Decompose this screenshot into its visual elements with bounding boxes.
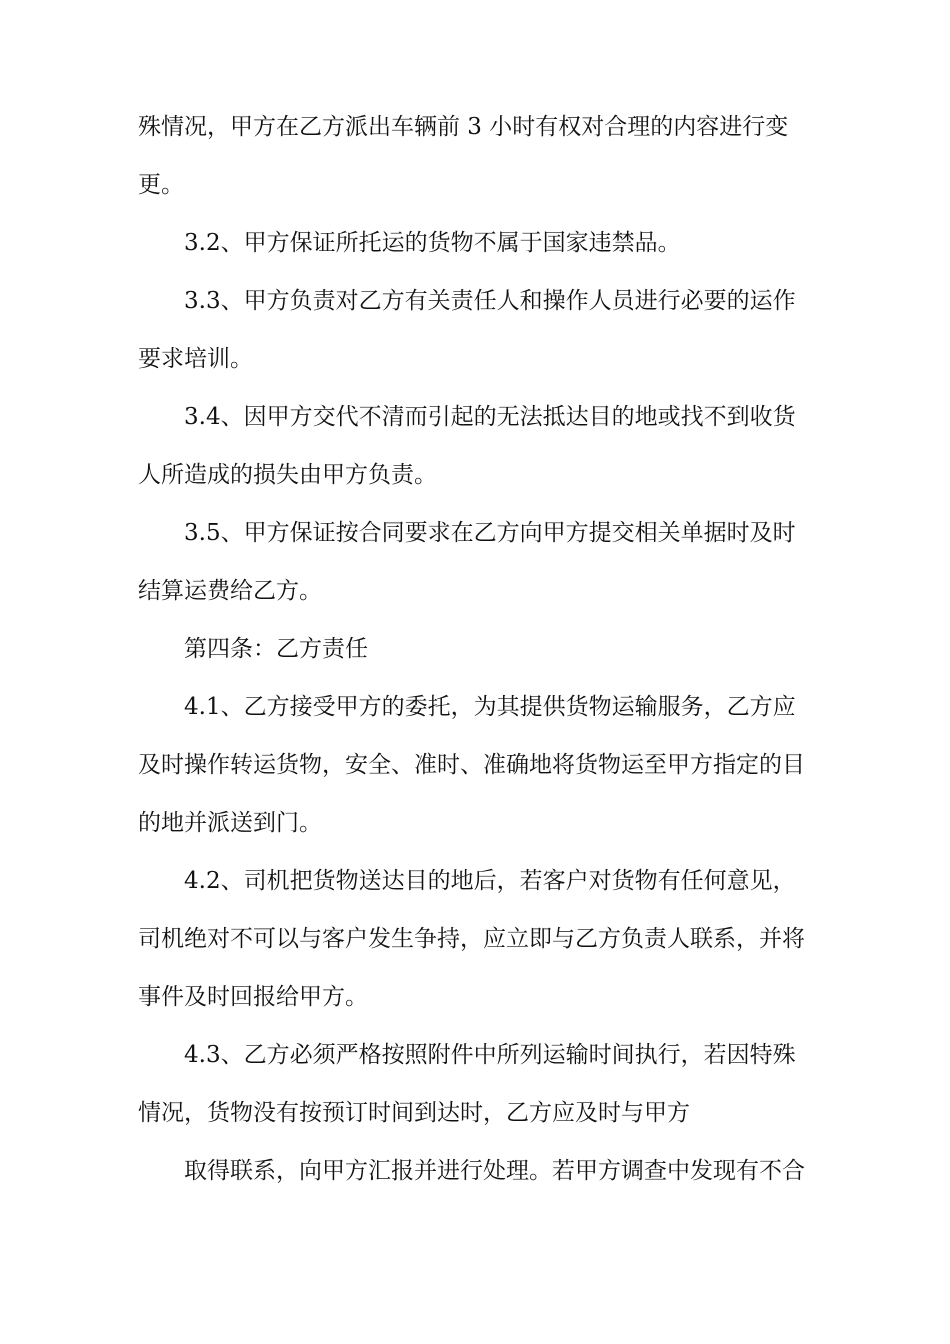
text-line: 第四条：乙方责任 bbox=[184, 636, 368, 662]
text-line: 取得联系，向甲方汇报并进行处理。若甲方调查中发现有不合 bbox=[184, 1158, 805, 1184]
text-line: 事件及时回报给甲方。 bbox=[138, 984, 368, 1010]
text-line: 殊情况，甲方在乙方派出车辆前 3 小时有权对合理的内容进行变 bbox=[138, 114, 789, 140]
text-line: 4.3、乙方必须严格按照附件中所列运输时间执行，若因特殊 bbox=[184, 1042, 796, 1068]
paragraph bbox=[138, 388, 830, 504]
text-line: 4.1、乙方接受甲方的委托，为其提供货物运输服务，乙方应 bbox=[184, 694, 796, 720]
text-line: 司机绝对不可以与客户发生争持，应立即与乙方负责人联系，并将 bbox=[138, 926, 805, 952]
text-line: 的地并派送到门。 bbox=[138, 810, 322, 836]
text-line: 结算运费给乙方。 bbox=[138, 578, 322, 604]
text-line: 要求培训。 bbox=[138, 346, 253, 372]
paragraph bbox=[138, 1026, 830, 1142]
text-line: 3.3、甲方负责对乙方有关责任人和操作人员进行必要的运作 bbox=[184, 288, 796, 314]
text-line: 情况，货物没有按预订时间到达时，乙方应及时与甲方 bbox=[138, 1100, 690, 1126]
paragraph bbox=[138, 678, 830, 852]
text-line: 3.4、因甲方交代不清而引起的无法抵达目的地或找不到收货 bbox=[184, 404, 796, 430]
text-line: 4.2、司机把货物送达目的地后，若客户对货物有任何意见， bbox=[184, 868, 796, 894]
text-line: 人所造成的损失由甲方负责。 bbox=[138, 462, 437, 488]
paragraph bbox=[138, 98, 830, 214]
paragraph bbox=[138, 214, 830, 272]
text-line: 3.2、甲方保证所托运的货物不属于国家违禁品。 bbox=[184, 230, 681, 256]
paragraph bbox=[138, 852, 830, 1026]
section-heading bbox=[138, 620, 830, 678]
paragraph bbox=[138, 1142, 830, 1200]
document-body bbox=[138, 98, 830, 1200]
paragraph bbox=[138, 504, 830, 620]
text-line: 及时操作转运货物，安全、准时、准确地将货物运至甲方指定的目 bbox=[138, 752, 805, 778]
text-line: 更。 bbox=[138, 172, 184, 198]
text-line: 3.5、甲方保证按合同要求在乙方向甲方提交相关单据时及时 bbox=[184, 520, 796, 546]
paragraph bbox=[138, 272, 830, 388]
